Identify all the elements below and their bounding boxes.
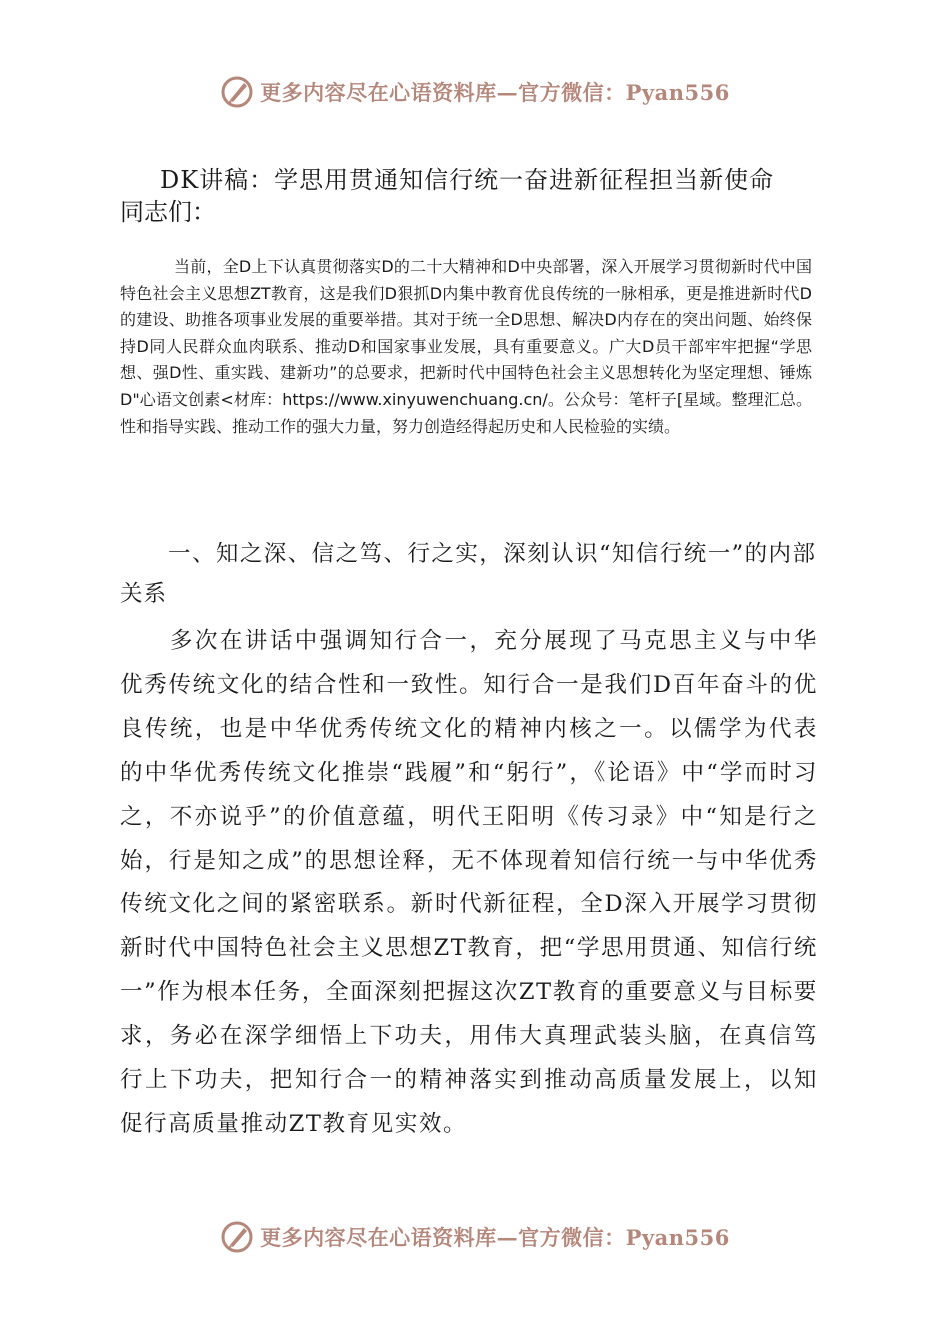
watermark-banner-top xyxy=(0,72,950,112)
watermark-text: 更多内容尽在心语资料库—官方微信：Pyan556 xyxy=(260,80,730,105)
watermark-text: 更多内容尽在心语资料库—官方微信：Pyan556 xyxy=(260,1225,730,1250)
pen-seal-icon xyxy=(220,1220,254,1254)
document-title: DK讲稿：学思用贯通知信行统一奋进新征程担当新使命 xyxy=(160,166,775,194)
watermark-banner-bottom xyxy=(0,1217,950,1257)
salutation: 同志们： xyxy=(120,198,216,226)
pen-seal-icon xyxy=(220,75,254,109)
intro-paragraph: 当前，全D上下认真贯彻落实D的二十大精神和D中央部署，深入开展学习贯彻新时代中国特色社会主义思想ZT教育，这是我们D狠抓D内集中教育优良传统的一脉相承，更是推进新时代D的建设、助推各项事业发展的重要举措。其对于统一全D思想、解决D内存在的突出问题、始终保持D同人民群众血肉联系、推动D和国家事业发展，具有重要意义。广大D员干部牢牢把握“学思想、强D性、重实践、建新功”的总要求，把新时代中国特色社会主义思想转化为坚定理想、锤炼D"心语文创素<材库：https://www.xinyuwenchuang.cn/。公众号：笔杆子[星域。整理汇总。性和指导实践、推动工作的强大力量，努力创造经得起历史和人民检验的实绩。 xyxy=(120,257,812,436)
section-heading: 一、知之深、信之笃、行之实，深刻认识“知信行统一”的内部关系 xyxy=(120,541,816,607)
body-paragraph: 多次在讲话中强调知行合一，充分展现了马克思主义与中华优秀传统文化的结合性和一致性。知行合一是我们D百年奋斗的优良传统，也是中华优秀传统文化的精神内核之一。以儒学为代表的中华优秀传统文化推崇“践履”和“躬行”，《论语》中“学而时习之，不亦说乎”的价值意蕴，明代王阳明《传习录》中“知是行之始，行是知之成”的思想诠释，无不体现着知信行统一与中华优秀传统文化之间的紧密联系。新时代新征程，全D深入开展学习贯彻新时代中国特色社会主义思想ZT教育，把“学思用贯通、知信行统一”作为根本任务，全面深刻把握这次ZT教育的重要意义与目标要求，务必在深学细悟上下功夫，用伟大真理武装头脑，在真信笃行上下功夫，把知行合一的精神落实到推动高质量发展上，以知促行高质量推动ZT教育见实效。 xyxy=(120,628,818,1137)
